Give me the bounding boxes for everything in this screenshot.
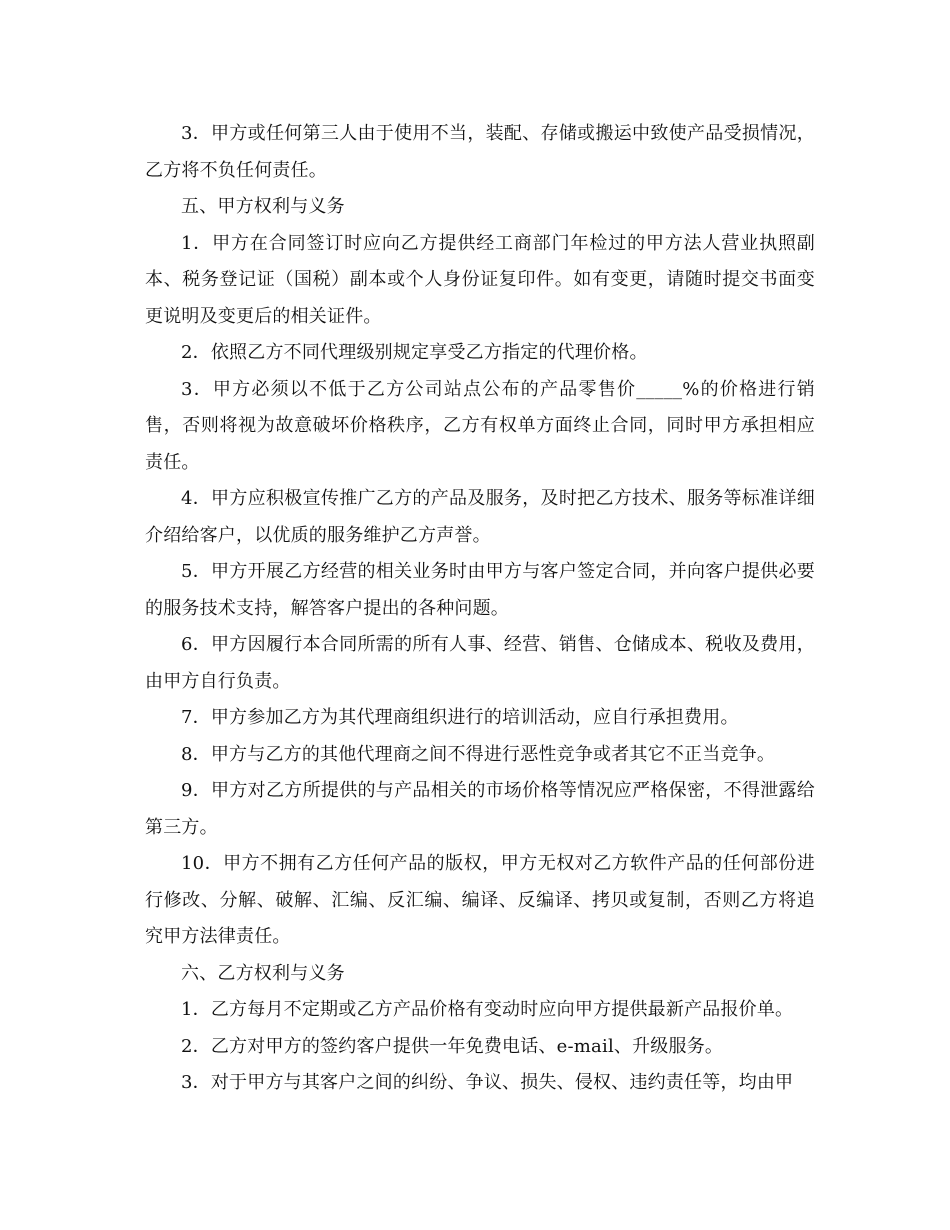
clause-5-7: 7．甲方参加乙方为其代理商组织进行的培训活动，应自行承担费用。 [181, 707, 739, 728]
clause-4-3: 3．甲方或任何第三人由于使用不当，装配、存储或搬运中致使产品受损情况，乙方将不负任何责任。 [145, 123, 815, 181]
clause-5-10: 10．甲方不拥有乙方任何产品的版权，甲方无权对乙方软件产品的任何部份进行修改、分解、破解、汇编、反汇编、编译、反编译、拷贝或复制，否则乙方将追究甲方法律责任。 [145, 853, 815, 947]
clause-5-3: 3．甲方必须以不低于乙方公司站点公布的产品零售价_____%的价格进行销售，否则将视为故意破坏价格秩序，乙方有权单方面终止合同，同时甲方承担相应责任。 [145, 378, 815, 473]
clause-5-4: 4．甲方应积极宣传推广乙方的产品及服务，及时把乙方技术、服务等标准详细介绍给客户，以优质的服务维护乙方声誉。 [145, 488, 815, 546]
section-heading-party-a-rights: 五、甲方权利与义务 [181, 196, 345, 217]
clause-6-3: 3．对于甲方与其客户之间的纠纷、争议、损失、侵权、违约责任等，均由甲 [181, 1072, 794, 1093]
clause-5-6: 6．甲方因履行本合同所需的所有人事、经营、销售、仓储成本、税收及费用，由甲方自行负责。 [145, 634, 815, 692]
clause-6-2: 2．乙方对甲方的签约客户提供一年免费电话、e-mail、升级服务。 [181, 1035, 724, 1057]
clause-5-1: 1．甲方在合同签订时应向乙方提供经工商部门年检过的甲方法人营业执照副本、税务登记证（国税）副本或个人身份证复印件。如有变更，请随时提交书面变更说明及变更后的相关证件。 [145, 232, 815, 327]
clause-5-8: 8．甲方与乙方的其他代理商之间不得进行恶性竞争或者其它不正当竞争。 [181, 743, 776, 765]
clause-6-1: 1．乙方每月不定期或乙方产品价格有变动时应向甲方提供最新产品报价单。 [181, 999, 794, 1020]
document-body [145, 116, 815, 1102]
clause-5-2: 2．依照乙方不同代理级别规定享受乙方指定的代理价格。 [181, 342, 648, 363]
section-heading-party-b-rights: 六、乙方权利与义务 [181, 962, 345, 984]
clause-5-5: 5．甲方开展乙方经营的相关业务时由甲方与客户签定合同，并向客户提供必要的服务技术支持，解答客户提出的各种问题。 [145, 561, 815, 619]
clause-5-9: 9．甲方对乙方所提供的与产品相关的市场价格等情况应严格保密，不得泄露给第三方。 [145, 780, 815, 838]
